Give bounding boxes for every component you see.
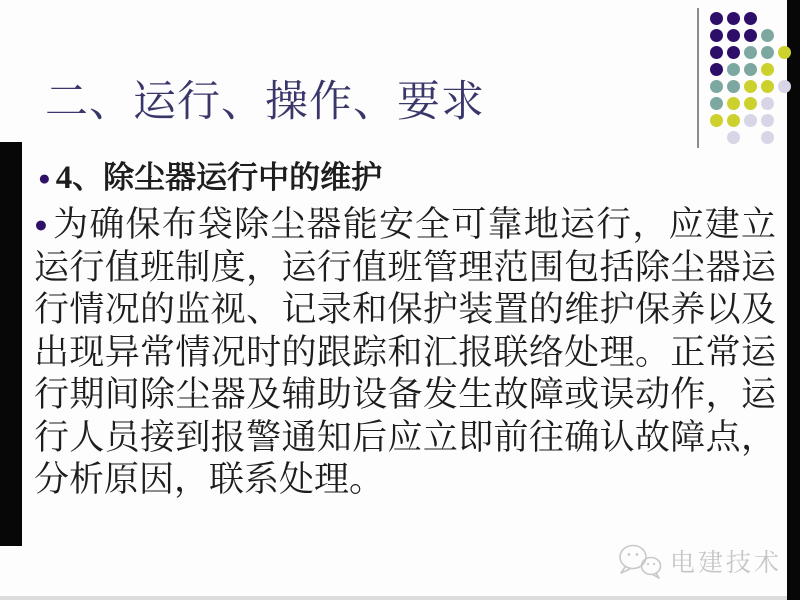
slide-title: 二、运行、操作、要求: [45, 79, 485, 126]
dot: [710, 80, 723, 93]
vertical-rule: [697, 8, 699, 148]
dot: [761, 80, 774, 93]
section-heading: [38, 152, 382, 197]
watermark-text: 电建技术: [670, 550, 783, 577]
bottom-edge-shadow: [0, 596, 787, 600]
dot: [761, 97, 774, 110]
watermark: [616, 541, 782, 581]
dot: [727, 63, 740, 76]
dot: [761, 114, 774, 127]
dot: [727, 46, 740, 59]
dot: [761, 131, 774, 144]
dot-empty: [778, 63, 791, 76]
wechat-icon: [616, 541, 664, 581]
dot: [727, 131, 740, 144]
section-number: 4: [55, 160, 73, 196]
dot-empty: [761, 12, 774, 25]
dot: [710, 29, 723, 42]
dot: [710, 63, 723, 76]
dot: [744, 80, 757, 93]
dot-empty: [710, 131, 723, 144]
dot: [761, 29, 774, 42]
dot: [744, 97, 757, 110]
dot: [727, 97, 740, 110]
dot: [710, 12, 723, 25]
dot: [744, 29, 757, 42]
bullet-icon: ●: [38, 166, 51, 190]
body-paragraph: [34, 204, 776, 502]
dot: [727, 12, 740, 25]
dot: [710, 97, 723, 110]
left-letterbox-bar: [0, 142, 22, 546]
dot: [744, 46, 757, 59]
dot-empty: [778, 131, 791, 144]
dot-empty: [778, 114, 791, 127]
dot-grid: [708, 10, 793, 146]
dot: [710, 114, 723, 127]
dot-empty: [778, 12, 791, 25]
dot: [744, 12, 757, 25]
dot: [710, 46, 723, 59]
dot-empty: [778, 97, 791, 110]
dot: [761, 63, 774, 76]
dot: [727, 80, 740, 93]
dot: [727, 29, 740, 42]
bullet-icon: ●: [34, 212, 50, 237]
dot: [778, 46, 791, 59]
dot: [727, 114, 740, 127]
body-paragraph-text: 为确保布袋除尘器能安全可靠地运行，应建立运行值班制度，运行值班管理范围包括除尘器运行情况的监视、记录和保护装置的维护保养以及出现异常情况时的跟踪和汇报联络处理。正常运行期间除尘器及辅助设备发生故障或误动作，运行人员接到报警通知后应立即前往确认故障点，分析原因，联系处理。: [34, 205, 776, 499]
dot: [761, 46, 774, 59]
section-heading-text: 、除尘器运行中的维护: [72, 160, 383, 195]
dot: [744, 114, 757, 127]
dot: [744, 63, 757, 76]
dot-empty: [778, 29, 791, 42]
dot: [778, 80, 791, 93]
dot-empty: [744, 131, 757, 144]
